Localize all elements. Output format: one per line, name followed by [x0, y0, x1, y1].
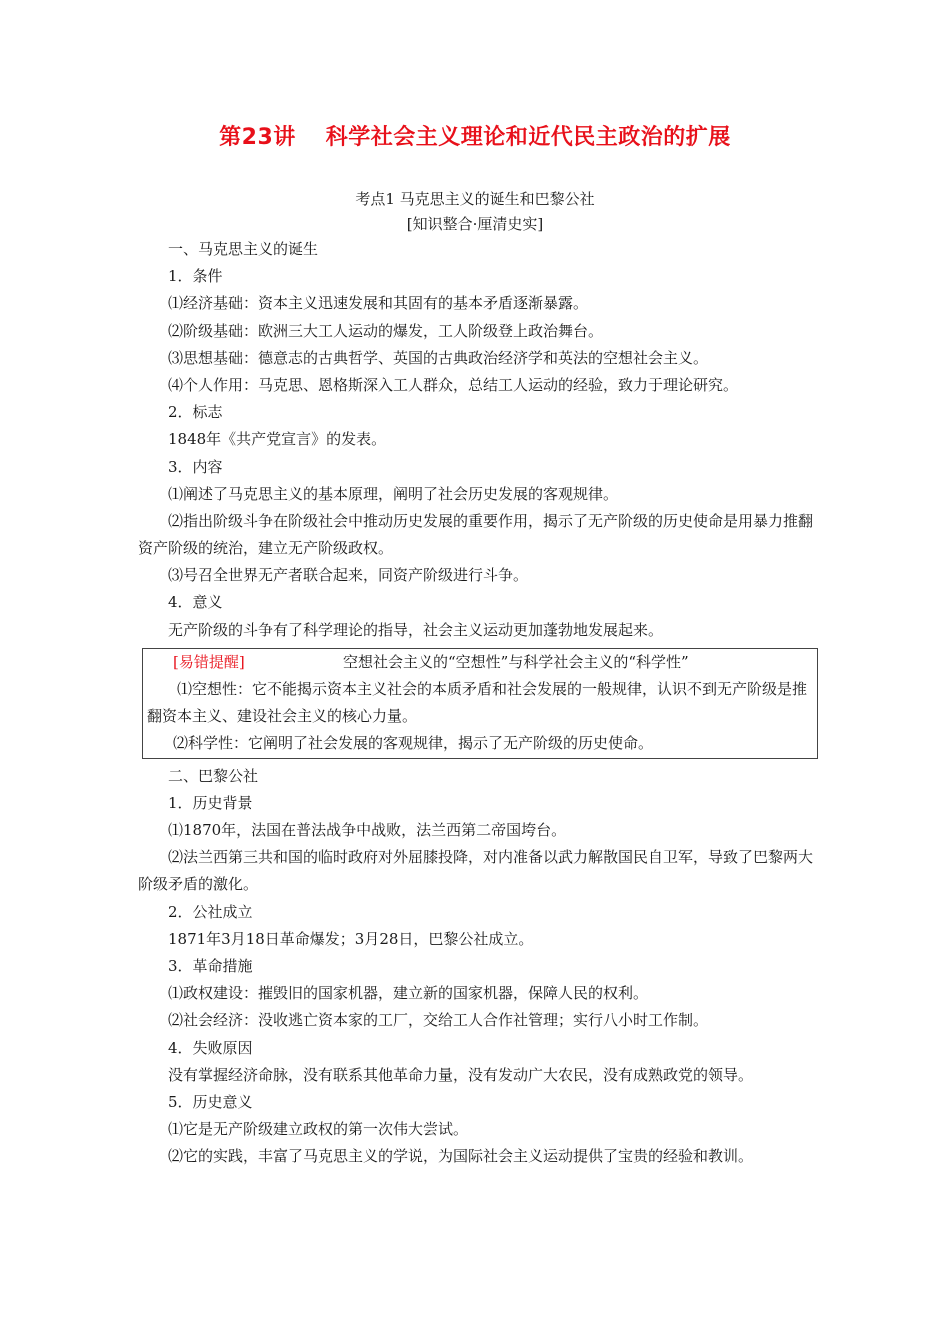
paragraph: 没有掌握经济命脉，没有联系其他革命力量，没有发动广大农民，没有成熟政党的领导。 [168, 1065, 754, 1084]
note-header [143, 649, 813, 676]
error-reminder-box [142, 648, 818, 759]
section-heading: 二、巴黎公社 [168, 766, 259, 785]
paragraph: ⑴空想性：它不能揭示资本主义社会的本质矛盾和社会发展的一般规律，认识不到无产阶级是推翻资本主义、建设社会主义的核心力量。 [147, 680, 808, 726]
paragraph: ⑵它的实践，丰富了马克思主义的学说，为国际社会主义运动提供了宝贵的经验和教训。 [168, 1147, 754, 1166]
paragraph: ⑵科学性：它阐明了社会发展的客观规律，揭示了无产阶级的历史使命。 [173, 734, 654, 753]
paragraph: ⑵指出阶级斗争在阶级社会中推动历史发展的重要作用，揭示了无产阶级的历史使命是用暴力推翻资产阶级的统治，建立无产阶级政权。 [138, 511, 814, 558]
paragraph: 1848年《共产党宣言》的发表。 [168, 430, 387, 449]
paragraph: 1871年3月18日革命爆发；3月28日，巴黎公社成立。 [168, 929, 534, 948]
paragraph: 无产阶级的斗争有了科学理论的指导，社会主义运动更加蓬勃地发展起来。 [168, 620, 664, 639]
lesson-name: 科学社会主义理论和近代民主政治的扩展 [325, 125, 731, 150]
paragraph: ⑴它是无产阶级建立政权的第一次伟大尝试。 [168, 1120, 469, 1139]
subheading: 4．失败原因 [168, 1038, 253, 1057]
subheading: 2．标志 [168, 403, 223, 422]
subheading: 5．历史意义 [168, 1092, 253, 1111]
document-body [138, 236, 818, 1170]
subheading: 4．意义 [168, 593, 223, 612]
paragraph: ⑶思想基础：德意志的古典哲学、英国的古典政治经济学和英法的空想社会主义。 [168, 348, 709, 367]
paragraph: ⑴阐述了马克思主义的基本原理，阐明了社会历史发展的客观规律。 [168, 484, 619, 503]
lesson-number: 第23讲 [219, 125, 296, 150]
topic-heading: 考点1 马克思主义的诞生和巴黎公社 [355, 190, 595, 208]
note-title: 空想社会主义的“空想性”与科学社会主义的“科学性” [343, 652, 689, 671]
paragraph: ⑴经济基础：资本主义迅速发展和其固有的基本矛盾逐渐暴露。 [168, 294, 589, 313]
subheading: 1．条件 [168, 267, 223, 286]
paragraph: ⑵阶级基础：欧洲三大工人运动的爆发，工人阶级登上政治舞台。 [168, 321, 604, 340]
paragraph: ⑴1870年，法国在普法战争中战败，法兰西第二帝国垮台。 [168, 821, 567, 839]
paragraph: ⑵法兰西第三共和国的临时政府对外屈膝投降，对内准备以武力解散国民自卫军，导致了巴黎两大阶级矛盾的激化。 [138, 848, 814, 894]
section-subtitle: [知识整合·厘清史实] [406, 215, 544, 233]
note-tag: [易错提醒] [173, 652, 245, 671]
subheading: 1．历史背景 [168, 793, 253, 812]
subheading: 3．内容 [168, 457, 223, 476]
paragraph: ⑶号召全世界无产者联合起来，同资产阶级进行斗争。 [168, 566, 529, 585]
paragraph: ⑴政权建设：摧毁旧的国家机器，建立新的国家机器，保障人民的权利。 [168, 984, 649, 1003]
paragraph: ⑷个人作用：马克思、恩格斯深入工人群众，总结工人运动的经验，致力于理论研究。 [168, 375, 739, 394]
paragraph: ⑵社会经济：没收逃亡资本家的工厂，交给工人合作社管理；实行八小时工作制。 [168, 1011, 709, 1030]
subheading: 2．公社成立 [168, 902, 253, 921]
section-heading: 一、马克思主义的诞生 [168, 240, 319, 258]
subheading: 3．革命措施 [168, 956, 253, 975]
lesson-title [0, 120, 950, 151]
